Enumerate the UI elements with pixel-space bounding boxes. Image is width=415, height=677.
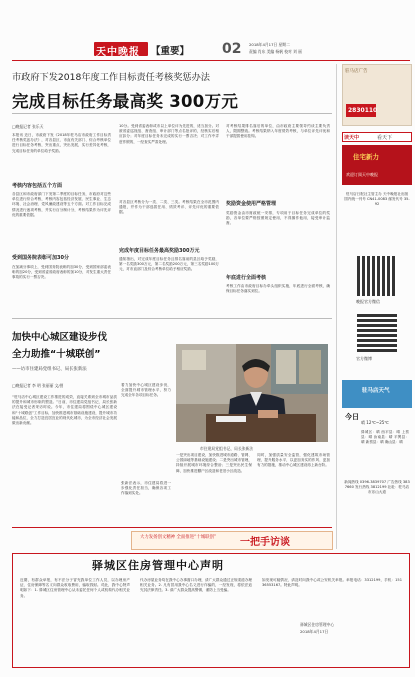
weather-temp: 晴 12℃~25℃ — [361, 420, 389, 425]
story2-col1: “驻马店中心城区建设工作推进的成效，直接关系到全市城市品质的提升和城市形象的塑造。”日前，市住建局党组书记、局长张新法在接受记者采访时说。今年，市住建局将围绕中心城区建设和“十城联创”工作目标，加快推进城市基础设施建设，提升城市功能和品位，全力打造宜居宜业的现代化城市，为全市经济社会发展做出新贡献。 — [12, 395, 117, 426]
notice-signature: 驿城区住房管理中心 — [300, 622, 335, 627]
interview-photo — [176, 344, 328, 442]
header-rule — [12, 60, 410, 61]
ad-price: 2830110 — [348, 107, 378, 114]
story2-headline-1: 加快中心城区建设步伐 — [12, 332, 108, 343]
story2-col3: 一是突出项目建设，加快推进城市道路、管网、公园绿地等基础设施建设；二是突出城市管理，持续开展城市环境综合整治；三是突出民生保障，加快推进棚户区改造和老旧小区改造。 — [176, 453, 252, 473]
promo-banner — [342, 145, 412, 185]
promo-subtext: 欢迎订阅天中晚报 — [346, 172, 378, 177]
editor-credits: 责编 肖东 美编 杨帆 校对 刘 丽 — [249, 49, 302, 54]
lead-rule — [12, 113, 332, 114]
notice-title: 驿城区住房管理中心声明 — [92, 559, 224, 572]
section-rule-1 — [12, 318, 332, 319]
lead-col1-b: 各县区和市政府部门下发第二季度的目标任务，市政府对这些单位进行综合考核，考核内容包括经济发展、民生事业、生态环境、社会治理、党风廉政建设等五个方面。对工作目标完成情况进行逐项考核，并实行百分制计分，考核结果作为评先评优的重要依据。 — [12, 192, 111, 217]
lead-col2-a: 10分。受到省委表彰或市以上单位评为先进的，适当加分。对被省委巡视组、督查组、审计部门等点名批评的，经核实后相应扣分；对年度目标任务未完成的实行一票否决；对工作中弄虚作假的，一经查实严肃处理。 — [119, 124, 219, 144]
photo-caption: 市住建局党组书记、局长张新法 — [200, 446, 254, 451]
sidebar-slogan-left: 读天中 — [344, 135, 360, 141]
lead-subhead-2: 受到国务院表彰可加30分 — [12, 255, 69, 261]
story2-col4: 同时，加强质量安全监管，强化建筑市场管理，提升服务水平，以更加务实的作风、更加有力的措施，推动中心城区建设再上新台阶。 — [257, 453, 330, 468]
page-number: 02 — [222, 41, 242, 57]
lead-kicker: 市政府下发2018年度工作目标责任考核奖惩办法 — [12, 72, 210, 83]
lead-subhead-1: 考核内容包括五个方面 — [12, 183, 63, 189]
story2-col2-top: 着力加快中心城区建设步伐，全面提升城市管理水平，努力完成全年各项目标任务。 — [121, 383, 171, 398]
lead-subhead-4: 奖励资金使用严格管理 — [226, 201, 277, 207]
notice-date: 2018年4月17日 — [300, 629, 329, 634]
masthead — [94, 42, 415, 60]
ad-top-text: 驻马店广告 — [345, 69, 368, 74]
sidebar-slogan-right: 看天下 — [377, 135, 393, 141]
lead-headline: 完成目标任务最高奖 300万元 — [12, 92, 239, 111]
lead-col2-c: 通知指出，对完成年度目标任务且排名靠前的县区给予奖励，第一名奖励300万元，第二名奖励200万元，第三名奖励100万元，对市直部门及综合考核单位给予相应奖励。 — [119, 257, 219, 272]
slogan-right: 一把手访谈 — [240, 537, 290, 548]
qr-code-1 — [357, 256, 397, 296]
sidebar-info: 驻马店日报社主管主办 天中晚报社出版 国内统一刊号 CN41-0083 邮发代号 35-92 — [344, 192, 410, 207]
lead-col3-b: 奖励资金由市财政统一安排，专项用于目标任务完成单位的奖励，各单位要严格按照规定使用，不得挪作他用，接受审计监督。 — [226, 211, 330, 226]
notice-col2: 代办房屋业务均在我中心办事窗口办理，请广大群众通过正规渠道办理相关业务。2. 凡有冒用我中心名义进行诈骗的，一经发现，将依法追究其法律责任。3. 请广大群众提高警惕，谨防上当受骗。 — [140, 578, 252, 593]
story2-subtitle: ——访市住建局党组书记、局长张新法 — [12, 367, 87, 372]
story2-byline: □晚报记者 李 明 张丽丽 文/图 — [12, 383, 64, 388]
lead-byline: □晚报记者 张乐天 — [12, 124, 44, 129]
lead-col1-a: 本报讯 近日，市政府下发《2018年驻马店市政府工作目标责任考核奖惩办法》，对各县区、市直有关部门、综合考核单位进行目标任务考核，突出重点，突出发展，实行差异化考核，完成目标任务的单位给予奖励。 — [12, 133, 111, 153]
notice-col3: 如发现可疑情况，请及时向我中心或公安机关举报。举报电话：3312199，手机：15136553167。特此声明。 — [262, 578, 402, 588]
lead-subhead-5: 年底进行全面考核 — [226, 275, 267, 281]
slogan-left: 大力发扬创文精神 全面推进“十城联创” — [140, 535, 217, 540]
issue-date: 2018年4月17日 星期二 — [249, 42, 290, 47]
qr-caption-2: 官方微博 — [356, 356, 372, 361]
lead-col1-c: 在加减分事项上，受到国务院表彰的加30分，受到国家部委表彰的加20分，受到省委省政府表彰的加10分，对发生重大责任事故的实行一票否决。 — [12, 265, 111, 280]
weather-panel — [342, 380, 412, 408]
lead-subhead-3: 完成年度目标任务最高奖励300万元 — [119, 248, 200, 254]
notice-col1: 近期，有群众举报，有不法分子冒充我单位工作人员，以办理房产证、住房保障等名义向群众收取费用，骗取钱财。对此，我中心特声明如下：1. 驿城区住房管理中心从未委托任何个人或机构代办相关业务。 — [20, 578, 130, 598]
paper-name: 天中晚报 — [96, 47, 140, 58]
sidebar-divider — [336, 64, 337, 549]
lead-col2-b: 对各县区考核分为一类、二类、三类。考核结果在全市范围内通报，并作为干部选拔任用、绩效考评、评先评优的重要依据。 — [119, 200, 219, 215]
qr-caption-1: 晚报官方微信 — [356, 299, 380, 304]
weather-details: 驿城区：晴 西平县：晴 上蔡县：晴 汝南县：晴 平舆县：晴 新蔡县：晴 确山县：晴 — [361, 430, 409, 445]
weather-today-label: 今日 — [345, 413, 359, 421]
lead-col3-c: 考核工作由市政府目标办牵头组织实施，年底进行全面考核，确保目标任务落实到位。 — [226, 284, 330, 294]
weather-title: 驻马店天气 — [362, 388, 390, 394]
lead-col3-a: 对考核结果排名靠后的单位，由市政府主要领导约谈主要负责人，限期整改。考核结果纳入年度绩效考核，与单位评先评优和干部提拔使用挂钩。 — [226, 124, 330, 139]
section-tag: 【重要】 — [151, 46, 190, 57]
section-rule-2 — [12, 527, 332, 528]
photo-illustration — [176, 344, 328, 442]
sidebar-contacts: 新闻热线 0396-3839707 广告热线 3837660 发行热线 3812199 社址：驻马店市乐山大道 — [344, 480, 410, 495]
qr-code-2 — [357, 312, 397, 352]
story2-col2-bottom: 张新法表示，市住建局将进一步强化责任担当，确保各项工作落到实处。 — [121, 481, 171, 496]
promo-text: 住宅新力 — [353, 153, 379, 161]
story2-headline-2: 全力助推“十城联创” — [12, 349, 101, 360]
